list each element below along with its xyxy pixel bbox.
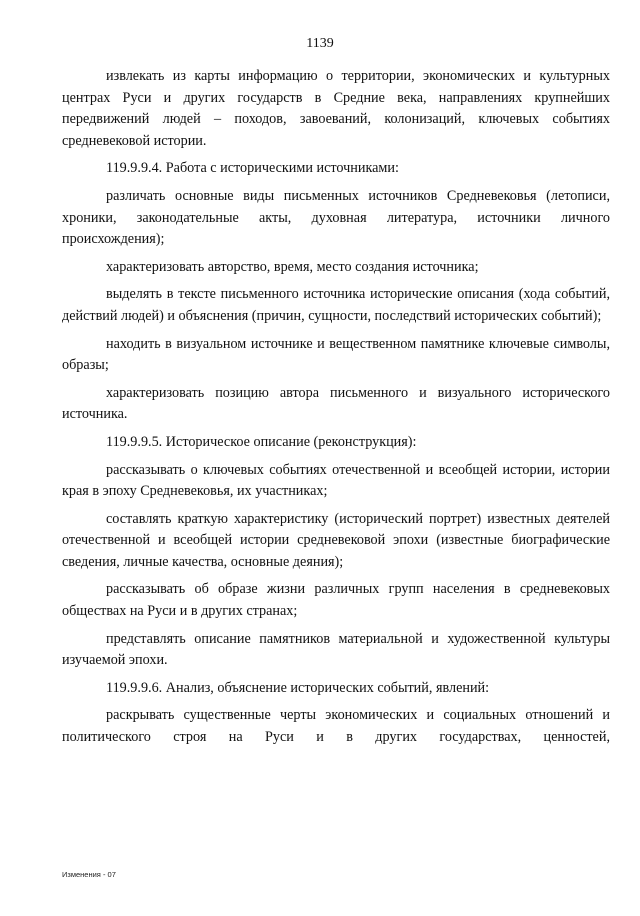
- paragraph: рассказывать об образе жизни различных групп населения в средневековых обществах на Руси и в других странах;: [62, 581, 610, 620]
- paragraph: составлять краткую характеристику (исторический портрет) известных деятелей отечественной и всеобщей истории средневековой эпохи (известные биографические сведения, личные качества, основные деяния);: [62, 510, 610, 570]
- paragraph: выделять в тексте письменного источника исторические описания (хода событий, действий людей) и объяснения (причин, сущности, последствий исторических событий);: [62, 286, 610, 324]
- section-heading: 119.9.9.5. Историческое описание (реконструкция):: [106, 433, 417, 450]
- section-heading: 119.9.9.4. Работа с историческими источниками:: [106, 160, 399, 177]
- paragraph: характеризовать авторство, время, место создания источника;: [106, 258, 479, 275]
- paragraph: различать основные виды письменных источников Средневековья (летописи, хроники, законодательные акты, духовная литература, источники личного происхождения);: [62, 187, 610, 248]
- paragraph: представлять описание памятников материальной и художественной культуры изучаемой эпохи.: [62, 630, 610, 669]
- page-number: 1139: [306, 36, 334, 51]
- paragraph: находить в визуальном источнике и вещественном памятнике ключевые символы, образы;: [62, 335, 610, 374]
- paragraph: характеризовать позицию автора письменного и визуального исторического источника.: [62, 384, 610, 423]
- paragraph: извлекать из карты информацию о территории, экономических и культурных центрах Руси и других государств в Средние века, направлениях крупнейших передвижений людей – походов, завоеваний, колонизаций, ключевых событиях средневековой истории.: [62, 68, 610, 149]
- section-heading: 119.9.9.6. Анализ, объяснение исторических событий, явлений:: [106, 679, 490, 696]
- paragraph: рассказывать о ключевых событиях отечественной и всеобщей истории, истории края в эпоху Средневековья, их участниках;: [62, 461, 610, 500]
- document-body: [62, 66, 610, 755]
- footer-revision-label: Изменения - 07: [62, 870, 116, 879]
- paragraph: раскрывать существенные черты экономических и социальных отношений и политического строя на Руси и в других государствах, ценностей,: [62, 707, 610, 746]
